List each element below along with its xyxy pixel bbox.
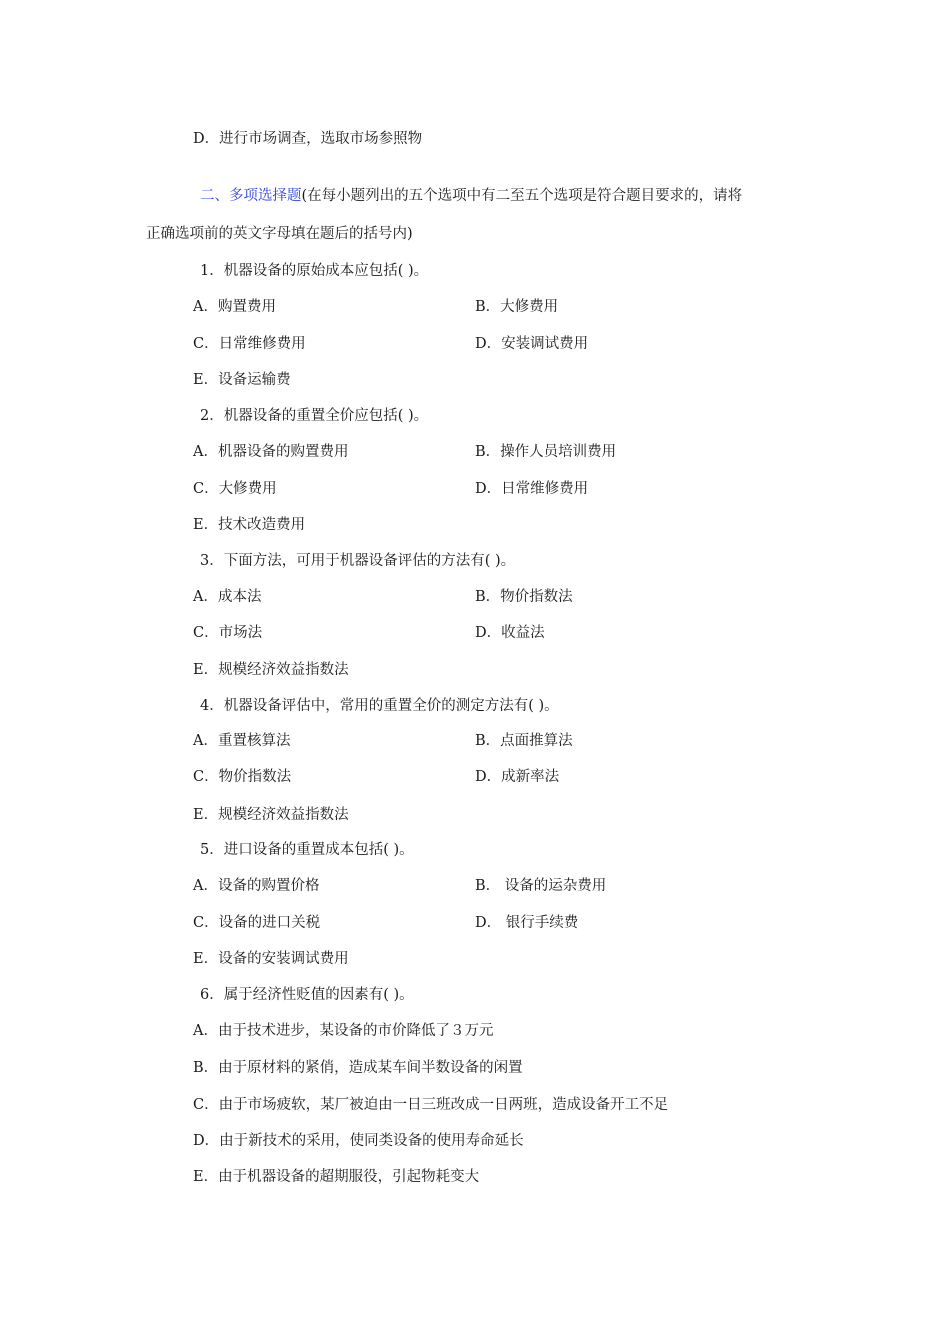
question-4-option-e: E．规模经济效益指数法	[193, 807, 349, 823]
question-6-stem: 6．属于经济性贬值的因素有( )。	[200, 987, 414, 1003]
question-1-option-a: A．购置费用	[193, 299, 276, 315]
question-4-stem: 4．机器设备评估中，常用的重置全价的测定方法有( )。	[200, 698, 559, 714]
section-instruction-part2: 正确选项前的英文字母填在题后的括号内)	[146, 226, 413, 242]
section-heading-line	[200, 186, 742, 206]
previous-question-option-d: D．进行市场调查，选取市场参照物	[193, 131, 423, 147]
section-heading: 二、多项选择题	[200, 188, 302, 204]
question-6-option-d: D．由于新技术的采用，使同类设备的使用寿命延长	[193, 1133, 524, 1149]
question-6-option-c: C．由于市场疲软，某厂被迫由一日三班改成一日两班，造成设备开工不足	[193, 1097, 669, 1113]
question-6-option-a: A．由于技术进步，某设备的市价降低了３万元	[193, 1023, 494, 1039]
question-4-option-d: D．成新率法	[475, 769, 560, 785]
question-3-option-c: C．市场法	[193, 625, 263, 641]
question-5-option-b: B． 设备的运杂费用	[475, 878, 607, 894]
question-4-option-a: A．重置核算法	[193, 733, 291, 749]
question-1-option-d: D．安装调试费用	[475, 336, 589, 352]
question-2-option-b: B．操作人员培训费用	[475, 444, 617, 460]
question-3-option-a: A．成本法	[193, 589, 262, 605]
question-3-stem: 3．下面方法，可用于机器设备评估的方法有( )。	[200, 553, 516, 569]
question-6-option-e: E．由于机器设备的超期服役，引起物耗变大	[193, 1169, 480, 1185]
question-4-option-c: C．物价指数法	[193, 769, 292, 785]
question-4-option-b: B．点面推算法	[475, 733, 573, 749]
section-instruction-part1: (在每小题列出的五个选项中有二至五个选项是符合题目要求的，请将	[301, 188, 743, 204]
question-2-stem: 2．机器设备的重置全价应包括( )。	[200, 408, 429, 424]
question-2-option-a: A．机器设备的购置费用	[193, 444, 349, 460]
question-6-option-b: B．由于原材料的紧俏，造成某车间半数设备的闲置	[193, 1060, 523, 1076]
question-1-stem: 1．机器设备的原始成本应包括( )。	[200, 263, 429, 279]
question-2-option-e: E．技术改造费用	[193, 517, 306, 533]
question-3-option-b: B．物价指数法	[475, 589, 573, 605]
question-1-option-b: B．大修费用	[475, 299, 559, 315]
question-1-option-e: E．设备运输费	[193, 372, 291, 388]
question-5-stem: 5．进口设备的重置成本包括( )。	[200, 842, 414, 858]
question-3-option-d: D．收益法	[475, 625, 545, 641]
question-2-option-c: C．大修费用	[193, 481, 277, 497]
question-5-option-d: D． 银行手续费	[475, 915, 579, 931]
question-5-option-a: A．设备的购置价格	[193, 878, 320, 894]
question-1-option-c: C．日常维修费用	[193, 336, 306, 352]
question-5-option-e: E．设备的安装调试费用	[193, 951, 349, 967]
question-2-option-d: D．日常维修费用	[475, 481, 589, 497]
question-5-option-c: C．设备的进口关税	[193, 915, 321, 931]
question-3-option-e: E．规模经济效益指数法	[193, 662, 349, 678]
